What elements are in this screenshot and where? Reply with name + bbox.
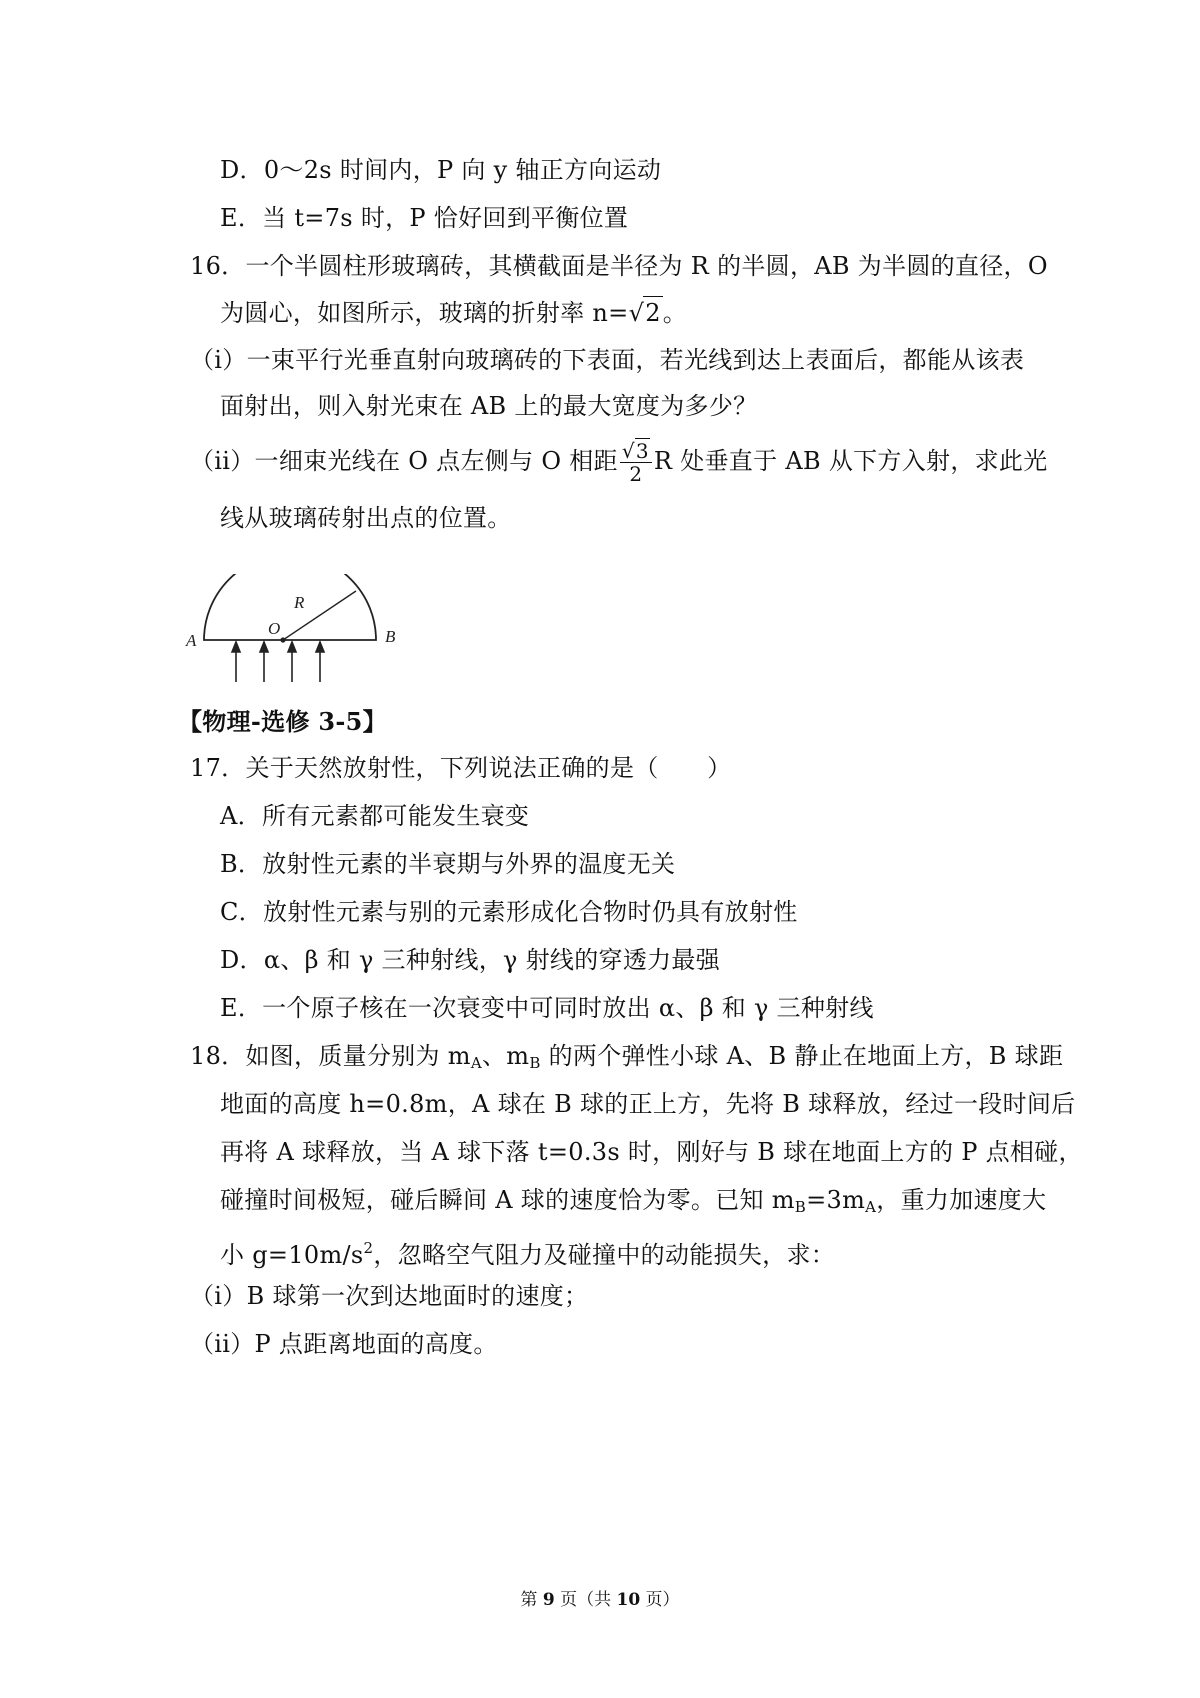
incident-light-arrows	[232, 642, 324, 682]
footer-suffix: 页）	[640, 1590, 680, 1610]
q17-option-b: B．放射性元素的半衰期与外界的温度无关	[220, 850, 676, 878]
q16-stem-line1: 16．一个半圆柱形玻璃砖，其横截面是半径为 R 的半圆，AB 为半圆的直径，O	[190, 252, 1048, 280]
q18-text-5: =3m	[806, 1186, 866, 1214]
fraction-radicand: 3	[635, 439, 649, 463]
q18-stem-line4	[220, 1184, 1046, 1223]
label-o: O	[268, 619, 281, 638]
q18-text-8: ，忽略空气阻力及碰撞中的动能损失，求：	[373, 1241, 836, 1269]
q15-option-e: E．当 t=7s 时，P 恰好回到平衡位置	[220, 204, 629, 232]
sqrt-radicand: 2	[643, 296, 663, 329]
subscript-b: B	[529, 1054, 541, 1072]
subscript-a: A	[470, 1054, 482, 1072]
subscript-b-2: B	[794, 1198, 807, 1216]
q18-stem-line3: 再将 A 球释放，当 A 球下落 t=0.3s 时，刚好与 B 球在地面上方的 P 点相碰，	[220, 1138, 1083, 1166]
q17-option-d: D．α、β 和 γ 三种射线，γ 射线的穿透力最强	[220, 946, 721, 974]
fraction-numerator: √3	[620, 440, 652, 463]
label-r: R	[294, 593, 305, 612]
section-heading: 【物理-选修 3-5】	[178, 707, 387, 736]
sqrt-two: √2	[629, 296, 663, 329]
fraction-denominator: 2	[629, 462, 643, 486]
q17-option-a: A．所有元素都可能发生衰变	[220, 802, 530, 830]
q18-stem-line1	[190, 1040, 1063, 1079]
q18-text-1: 18．如图，质量分别为 m	[190, 1042, 471, 1070]
q17-stem: 17．关于天然放射性，下列说法正确的是（ ）	[190, 754, 732, 782]
label-a: A	[186, 631, 197, 650]
footer-total-pages: 10	[616, 1590, 641, 1610]
q18-part-ii: （ii）P 点距离地面的高度。	[190, 1330, 498, 1358]
footer-page-number: 9	[542, 1590, 555, 1610]
semicircle-glass-figure	[182, 574, 402, 684]
superscript-2: 2	[363, 1239, 374, 1257]
q17-option-c: C．放射性元素与别的元素形成化合物时仍具有放射性	[220, 898, 798, 926]
footer-prefix: 第	[520, 1590, 543, 1610]
label-b: B	[385, 627, 396, 646]
q18-text-3: 的两个弹性小球 A、B 静止在地面上方，B 球距	[540, 1042, 1064, 1070]
q16-stem-text: 为圆心，如图所示，玻璃的折射率 n=	[220, 299, 629, 327]
q16-part-ii-line2: 线从玻璃砖射出点的位置。	[220, 504, 512, 532]
fraction-sqrt3-over-2	[620, 440, 652, 485]
q16-part-ii-text: （ii）一细束光线在 O 点左侧与 O 相距	[190, 447, 618, 475]
q18-text-6: ，重力加速度大	[876, 1186, 1047, 1214]
q18-part-i: （i）B 球第一次到达地面时的速度；	[190, 1282, 589, 1310]
q16-part-i-line2: 面射出，则入射光束在 AB 上的最大宽度为多少？	[220, 392, 758, 420]
q16-part-ii-text-end: R 处垂直于 AB 从下方入射，求此光	[653, 447, 1048, 475]
q18-stem-line2: 地面的高度 h=0.8m，A 球在 B 球的正上方，先将 B 球释放，经过一段时间后	[220, 1090, 1076, 1118]
q18-text-7: 小 g=10m/s	[220, 1241, 364, 1269]
q18-stem-line5	[220, 1232, 835, 1271]
q17-option-e: E．一个原子核在一次衰变中可同时放出 α、β 和 γ 三种射线	[220, 994, 874, 1022]
subscript-a-2: A	[865, 1198, 877, 1216]
footer-middle: 页（共	[554, 1590, 617, 1610]
q16-part-i-line1: （i）一束平行光垂直射向玻璃砖的下表面，若光线到达上表面后，都能从该表	[190, 346, 1025, 374]
q18-text-4: 碰撞时间极短，碰后瞬间 A 球的速度恰为零。已知 m	[220, 1186, 795, 1214]
q18-text-2: 、m	[481, 1042, 530, 1070]
semicircle-outline	[204, 574, 376, 640]
q16-stem-line2	[220, 296, 687, 329]
page-footer	[0, 1588, 1200, 1612]
center-point	[280, 637, 285, 642]
q16-part-ii-line1	[190, 440, 1048, 485]
q15-option-d: D．0～2s 时间内，P 向 y 轴正方向运动	[220, 156, 662, 184]
q16-stem-end: 。	[662, 299, 688, 327]
